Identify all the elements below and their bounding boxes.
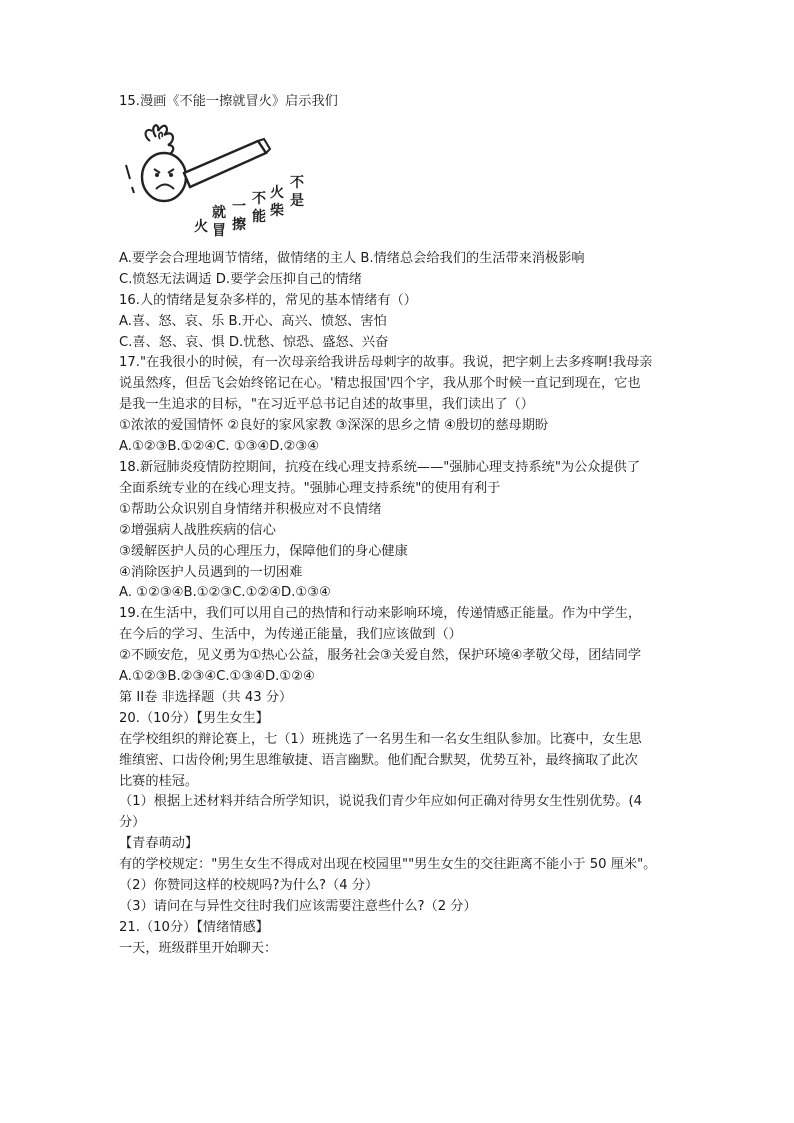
svg-text:是: 是 xyxy=(290,192,304,209)
q19-items: ②不顾安危，见义勇为①热心公益，服务社会③关爱自然，保护环境④孝敬父母，团结同学 xyxy=(119,648,642,664)
q20-school-rule: 有的学校规定："男生女生不得成对出现在校园里""男生女生的交往距离不能小于 50 厘米"。 xyxy=(119,857,657,873)
q21-intro: 一天，班级群里开始聊天： xyxy=(119,940,278,956)
svg-text:擦: 擦 xyxy=(232,216,246,233)
svg-text:柴: 柴 xyxy=(270,202,284,219)
q20-material-line-1: 在学校组织的辩论赛上，七（1）班挑选了一名男生和一名女生组队参加。比赛中，女生思 xyxy=(119,731,642,747)
svg-text:就: 就 xyxy=(212,204,226,221)
q17-stem-line-1: 17."在我很小的时候，有一次母亲给我讲岳母刺字的故事。我说，把字刺上去多疼啊!我母亲 xyxy=(119,355,653,371)
svg-text:不: 不 xyxy=(290,174,304,191)
q15-options-line-1: A.要学会合理地调节情绪，做情绪的主人 B.情绪总会给我们的生活带来消极影响 xyxy=(119,250,585,266)
q16-options-line-2: C.喜、怒、哀、惧 D.忧愁、惊恐、盛怒、兴奋 xyxy=(119,334,389,350)
q18-item-2: ②增强病人战胜疾病的信心 xyxy=(119,522,276,538)
q20-heading-2: 【青春萌动】 xyxy=(119,836,199,852)
match-cartoon-image xyxy=(120,117,310,237)
svg-text:冒: 冒 xyxy=(212,222,226,237)
q18-stem-line-2: 全面系统专业的在线心理支持。"强肺心理支持系统"的使用有利于 xyxy=(119,480,501,496)
q20-material-line-2: 维缜密、口齿伶俐;男生思维敏捷、语言幽默。他们配合默契，优势互补，最终摘取了此次 xyxy=(119,752,638,768)
q21-heading: 21.（10分）【情绪情感】 xyxy=(119,919,269,935)
match-cartoon-drawing xyxy=(120,117,310,237)
q18-item-4: ④消除医护人员遇到的一切困难 xyxy=(119,564,303,580)
q17-stem-line-2: 说虽然疼，但岳飞会始终铭记在心。'精忠报国'四个字，我从那个时候一直记到现在，它也 xyxy=(119,376,641,392)
document-page xyxy=(119,92,699,960)
q17-items: ①浓浓的爱国情怀 ②良好的家风家教 ③深深的思乡之情 ④殷切的慈母期盼 xyxy=(119,418,549,434)
q19-stem-line-2: 在今后的学习、生活中，为传递正能量，我们应该做到（） xyxy=(119,627,462,643)
q15-options-line-2: C.愤怒无法调适 D.要学会压抑自己的情绪 xyxy=(119,271,362,287)
q20-sub-3: （3）请问在与异性交往时我们应该需要注意些什么?（2 分） xyxy=(119,899,477,914)
q17-stem-line-3: 是我一生追求的目标，"在习近平总书记自述的故事里，我们读出了（） xyxy=(119,397,534,413)
q18-options: A. ①②③④B.①②③C.①②④D.①③④ xyxy=(119,585,331,601)
q20-material-line-3: 比赛的桂冠。 xyxy=(119,773,199,789)
q18-item-1: ①帮助公众识别自身情绪并积极应对不良情绪 xyxy=(119,501,382,517)
q16-options-line-1: A.喜、怒、哀、乐 B.开心、高兴、愤怒、害怕 xyxy=(119,313,387,329)
svg-text:火: 火 xyxy=(194,218,208,235)
section-2-heading: 第 II卷 非选择题（共 43 分） xyxy=(119,689,293,705)
q19-options: A.①②③B.②③④C.①③④D.①②④ xyxy=(119,669,315,685)
svg-text:一: 一 xyxy=(232,198,246,215)
svg-text:火: 火 xyxy=(270,184,284,201)
q20-heading: 20.（10分）【男生女生】 xyxy=(119,710,269,726)
q20-sub-1-line-2: 分） xyxy=(119,815,146,831)
svg-text:能: 能 xyxy=(252,208,266,225)
q18-item-3: ③缓解医护人员的心理压力，保障他们的身心健康 xyxy=(119,543,408,559)
q20-sub-1-line-1: （1）根据上述材料并结合所学知识，说说我们青少年应如何正确对待男女生性别优势。(4 xyxy=(119,794,643,810)
q17-options: A.①②③B.①②④C. ①③④D.②③④ xyxy=(119,439,320,455)
q19-stem-line-1: 19.在生活中，我们可以用自己的热情和行动来影响环境，传递情感正能量。作为中学生， xyxy=(119,606,642,622)
q20-sub-2: （2）你赞同这样的校规吗?为什么?（4 分） xyxy=(119,878,379,894)
q15-stem: 15.漫画《不能一擦就冒火》启示我们 xyxy=(119,94,338,109)
svg-text:不: 不 xyxy=(252,190,266,207)
q18-stem-line-1: 18.新冠肺炎疫情防控期间，抗疫在线心理支持系统——"强肺心理支持系统"为公众提供了 xyxy=(119,459,641,475)
q16-stem: 16.人的情绪是复杂多样的，常见的基本情绪有（） xyxy=(119,292,417,308)
